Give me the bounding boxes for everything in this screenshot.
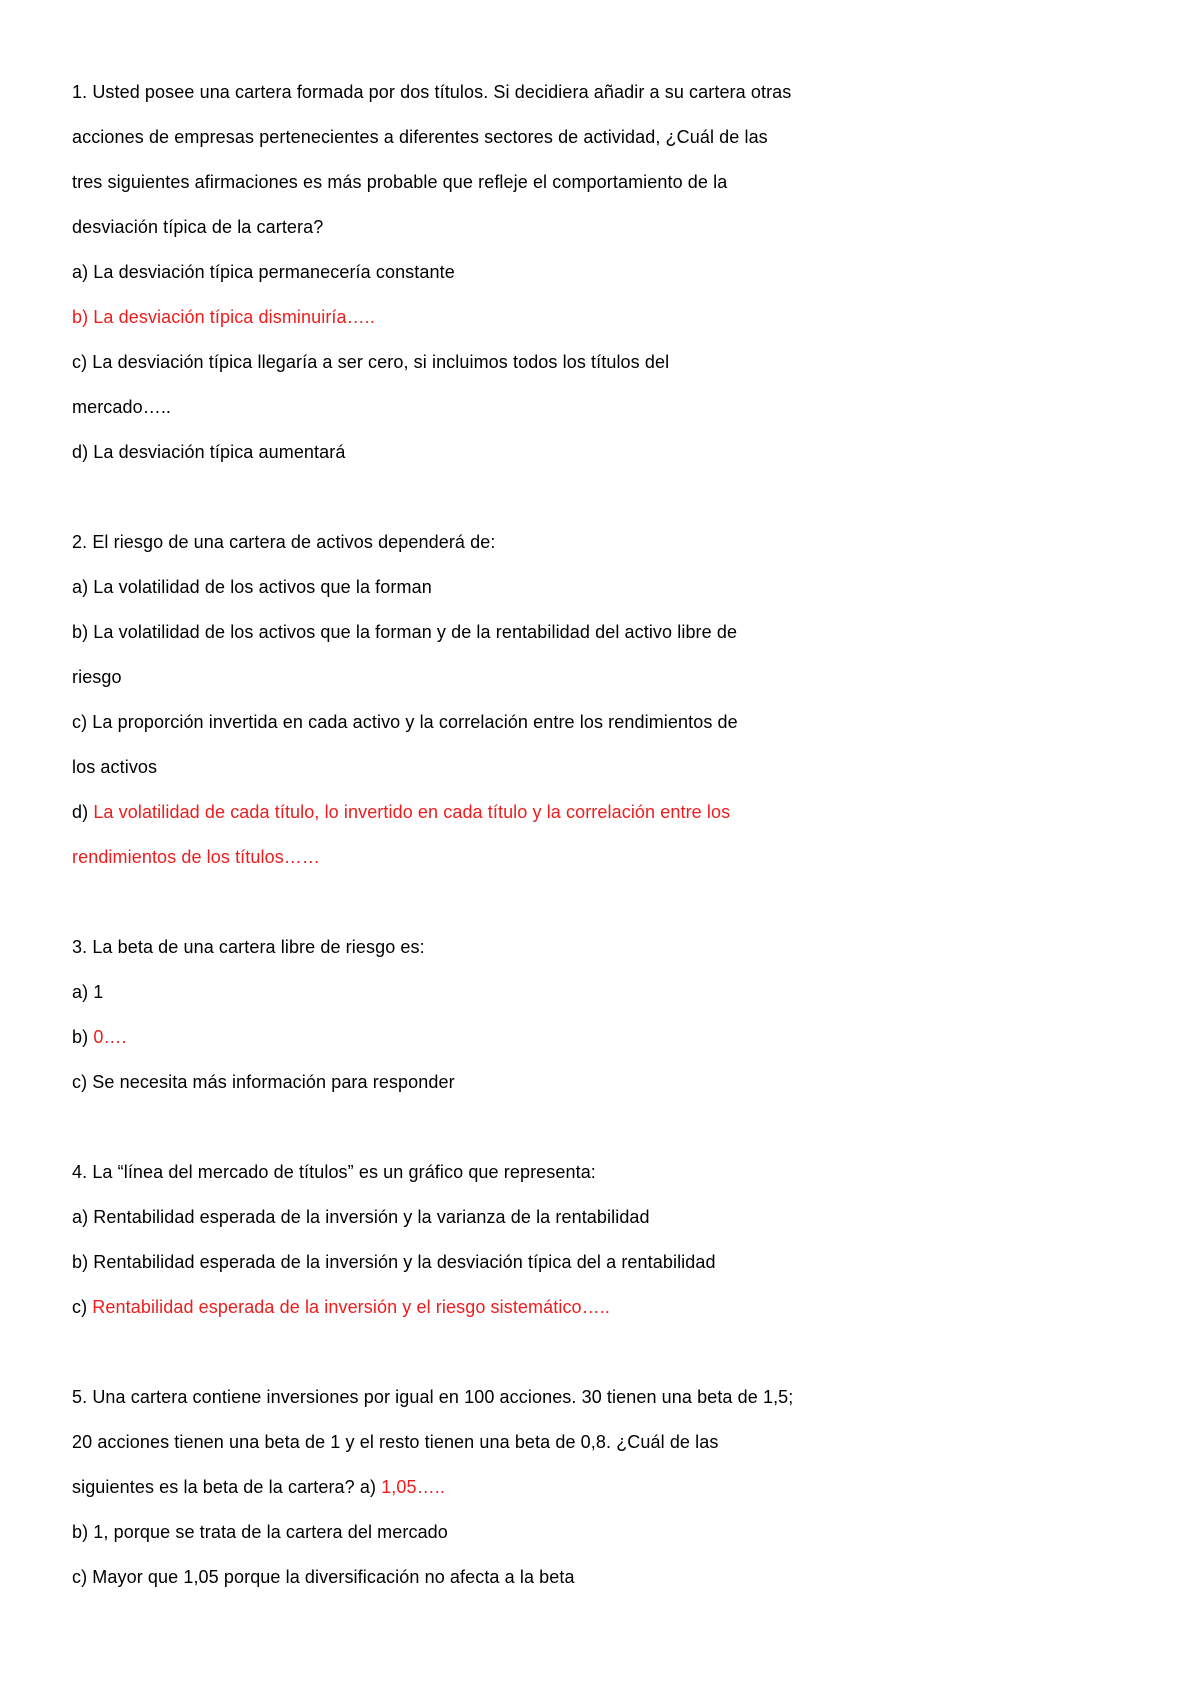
question-spacer <box>72 475 1072 520</box>
option-text: c) Mayor que 1,05 porque la diversificación no afecta a la beta <box>72 1567 575 1587</box>
answer-option-correct <box>72 295 1072 340</box>
option-text: Rentabilidad esperada de la inversión y el riesgo sistemático….. <box>92 1297 610 1317</box>
question-spacer <box>72 1105 1072 1150</box>
answer-option <box>72 610 1072 655</box>
option-text: 1,05….. <box>381 1477 445 1497</box>
option-text: mercado….. <box>72 397 172 417</box>
option-text: a) La volatilidad de los activos que la forman <box>72 577 432 597</box>
question-text-line: acciones de empresas pertenecientes a diferentes sectores de actividad, ¿Cuál de las <box>72 127 768 147</box>
question-text-line: tres siguientes afirmaciones es más probable que refleje el comportamiento de la <box>72 172 728 192</box>
answer-option <box>72 1510 1072 1555</box>
option-text: b) La volatilidad de los activos que la forman y de la rentabilidad del activo libre de <box>72 622 738 642</box>
question-text-line: 2. El riesgo de una cartera de activos dependerá de: <box>72 532 496 552</box>
question-text-line: 4. La “línea del mercado de títulos” es un gráfico que representa: <box>72 1162 596 1182</box>
question-text-line: desviación típica de la cartera? <box>72 217 324 237</box>
answer-option <box>72 970 1072 1015</box>
option-text: c) La proporción invertida en cada activo y la correlación entre los rendimientos de <box>72 712 738 732</box>
answer-option <box>72 1060 1072 1105</box>
option-prefix: d) <box>72 802 94 822</box>
option-prefix: b) <box>72 1027 94 1047</box>
answer-option <box>72 1555 1072 1600</box>
answer-option-correct <box>72 835 1072 880</box>
option-prefix: siguientes es la beta de la cartera? a) <box>72 1477 382 1497</box>
question-3 <box>72 925 1072 1105</box>
question-text-line: 3. La beta de una cartera libre de riesgo es: <box>72 937 425 957</box>
answer-option <box>72 385 1072 430</box>
answer-option-correct <box>72 1015 1072 1060</box>
answer-option-correct <box>72 1465 1072 1510</box>
option-text: rendimientos de los títulos…… <box>72 847 321 867</box>
option-text: a) Rentabilidad esperada de la inversión y la varianza de la rentabilidad <box>72 1207 650 1227</box>
answer-option-correct <box>72 1285 1072 1330</box>
option-text: a) 1 <box>72 982 104 1002</box>
option-text: b) Rentabilidad esperada de la inversión y la desviación típica del a rentabilidad <box>72 1252 716 1272</box>
question-4 <box>72 1150 1072 1330</box>
option-prefix: c) <box>72 1297 93 1317</box>
question-text-line: 5. Una cartera contiene inversiones por igual en 100 acciones. 30 tienen una beta de 1,5; <box>72 1387 794 1407</box>
question-text-line: 20 acciones tienen una beta de 1 y el resto tienen una beta de 0,8. ¿Cuál de las <box>72 1432 719 1452</box>
answer-option <box>72 1240 1072 1285</box>
answer-option <box>72 1195 1072 1240</box>
question-spacer <box>72 1330 1072 1375</box>
answer-option <box>72 700 1072 745</box>
option-text: riesgo <box>72 667 122 687</box>
option-text: La volatilidad de cada título, lo invertido en cada título y la correlación entre los <box>93 802 731 822</box>
option-text: 0…. <box>93 1027 127 1047</box>
answer-option <box>72 565 1072 610</box>
option-text: c) La desviación típica llegaría a ser cero, si incluimos todos los títulos del <box>72 352 670 372</box>
question-text-line: 1. Usted posee una cartera formada por dos títulos. Si decidiera añadir a su cartera otras <box>72 82 792 102</box>
answer-option <box>72 430 1072 475</box>
answer-option <box>72 340 1072 385</box>
option-text: c) Se necesita más información para responder <box>72 1072 455 1092</box>
answer-option <box>72 745 1072 790</box>
answer-option <box>72 250 1072 295</box>
option-text: los activos <box>72 757 158 777</box>
exam-questions <box>72 70 1072 1600</box>
answer-option-correct <box>72 790 1072 835</box>
option-text: d) La desviación típica aumentará <box>72 442 346 462</box>
question-1 <box>72 70 1072 475</box>
option-text: b) 1, porque se trata de la cartera del mercado <box>72 1522 448 1542</box>
option-text: a) La desviación típica permanecería constante <box>72 262 455 282</box>
question-spacer <box>72 880 1072 925</box>
option-text: b) La desviación típica disminuiría….. <box>72 307 375 327</box>
question-5 <box>72 1375 1072 1600</box>
answer-option <box>72 655 1072 700</box>
question-2 <box>72 520 1072 880</box>
